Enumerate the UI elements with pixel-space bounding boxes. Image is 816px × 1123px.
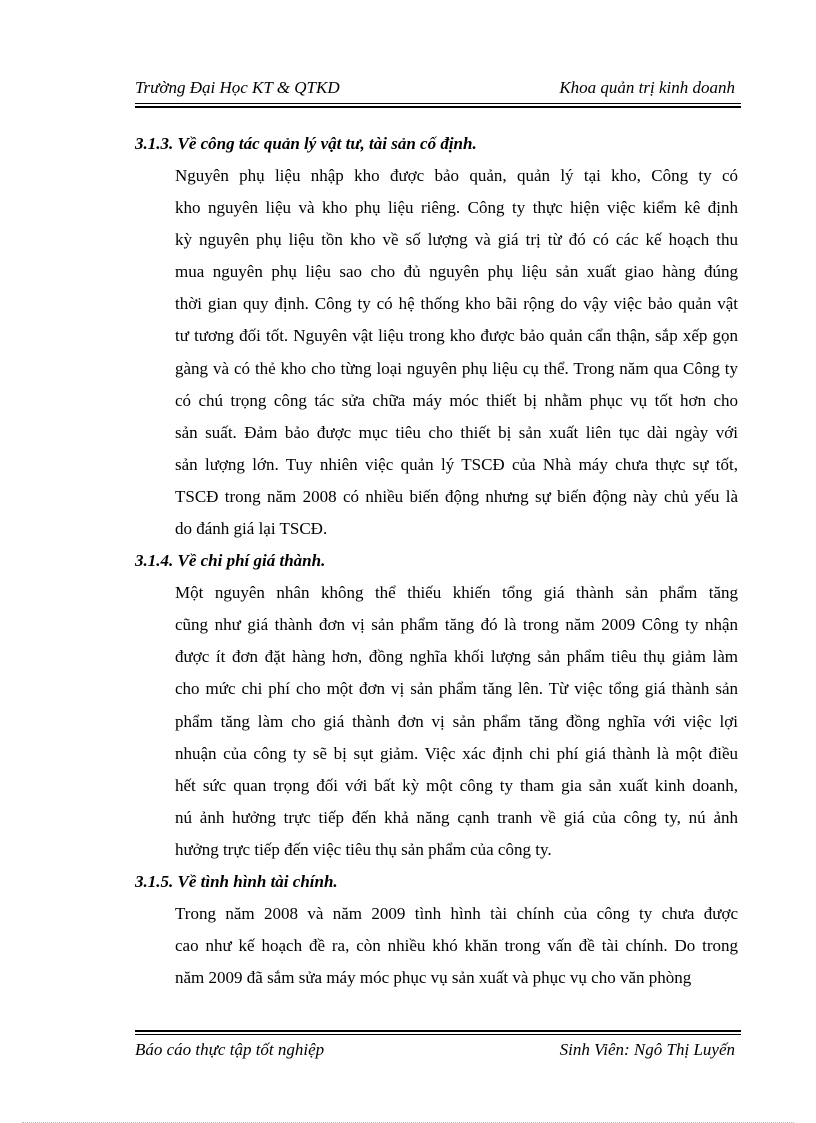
footer-report-title: Báo cáo thực tập tốt nghiệp [135, 1040, 325, 1059]
page-header [135, 70, 741, 100]
section-heading: 3.1.5. Về tình hình tài chính. [135, 871, 338, 891]
footer-rule-thick [135, 1030, 741, 1032]
section-paragraph: Nguyên phụ liệu nhập kho được bảo quản, quản lý tại kho, Công ty có kho nguyên liệu và kho phụ liệu riêng. Công ty thực hiện việc kiểm kê định kỳ nguyên phụ liệu tồn kho về số lượng và giá trị từ đó có các kế hoạch thu mua nguyên phụ liệu sao cho đủ nguyên phụ liệu sản xuất giao hàng đúng thời gian quy định. Công ty có hệ thống kho bãi rộng do vậy việc bảo quản vật tư tương đối tốt. Nguyên vật liệu trong kho được bảo quản cẩn thận, sắp xếp gọn gàng và có thẻ kho cho từng loại nguyên phụ liệu cụ thể. Trong năm qua Công ty có chú trọng công tác sửa chữa máy móc thiết bị nhằm phục vụ tốt hơn cho sản suất. Đảm bảo được mục tiêu cho thiết bị sản xuất liên tục dài ngày với sản lượng lớn. Tuy nhiên việc quản lý TSCĐ của Nhà máy chưa thực sự tốt, TSCĐ trong năm 2008 có nhiều biến động nhưng sự biến động này chủ yếu là do đánh giá lại TSCĐ. [175, 166, 738, 539]
section-paragraph: Một nguyên nhân không thể thiếu khiến tổng giá thành sản phẩm tăng cũng như giá thành đơn vị sản phẩm tăng đó là trong năm 2009 Công ty nhận được ít đơn đặt hàng hơn, đồng nghĩa khối lượng sản phẩm tiêu thụ giảm làm cho mức chi phí cho một đơn vị sản phẩm tăng lên. Từ việc tổng giá thành sản phẩm tăng làm cho giá thành đơn vị sản phẩm tăng đồng nghĩa với việc lợi nhuận của công ty sẽ bị sụt giảm. Việc xác định chi phí giá thành là một điều hết sức quan trọng đối với bất kỳ một công ty tham gia sản xuất kinh doanh, nú ảnh hưởng trực tiếp đến khả năng cạnh tranh về giá của công ty, nú ảnh hưởng trực tiếp đến việc tiêu thụ sản phẩm của công ty. [175, 583, 738, 859]
header-faculty: Khoa quản trị kinh doanh [559, 78, 735, 97]
footer-rule-thin [135, 1034, 741, 1035]
document-body [135, 128, 738, 994]
header-rule-thin [135, 103, 741, 104]
section-heading: 3.1.3. Về công tác quản lý vật tư, tài sản cố định. [135, 134, 477, 153]
section-paragraph: Trong năm 2008 và năm 2009 tình hình tài chính của công ty chưa được cao như kế hoạch đề ra, còn nhiều khó khăn trong vấn đề tài chính. Do trong năm 2009 đã sắm sửa máy móc phục vụ sản xuất và phục vụ cho văn phòng [175, 903, 738, 988]
page-footer [135, 1030, 741, 1070]
section-heading: 3.1.4. Về chi phí giá thành. [135, 551, 326, 571]
footer-student-name: Sinh Viên: Ngô Thị Luyến [559, 1040, 735, 1059]
header-university: Trường Đại Học KT & QTKD [135, 78, 340, 97]
header-rule-thick [135, 106, 741, 108]
